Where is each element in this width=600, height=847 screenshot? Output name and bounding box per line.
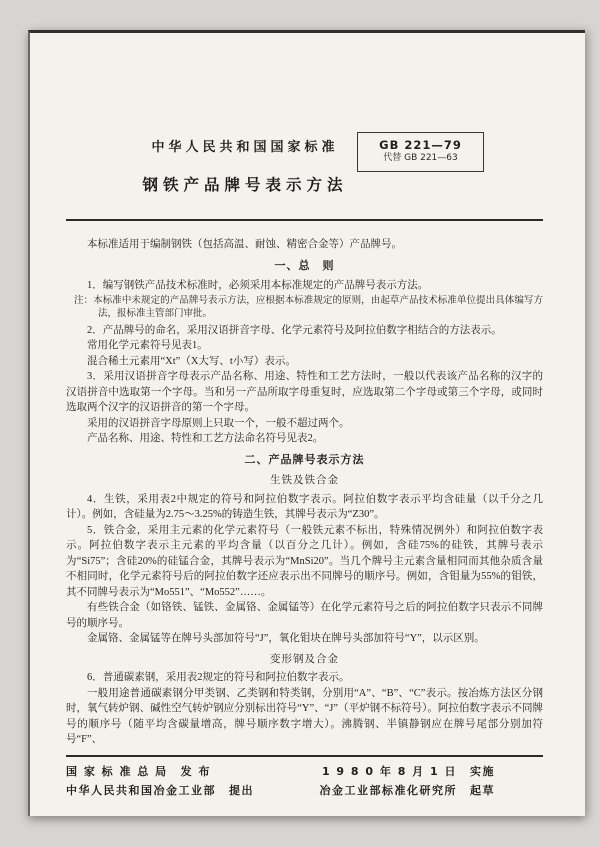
footer-proposing-group	[66, 783, 254, 799]
footer-implementation-group	[322, 764, 495, 780]
paragraph-1: 1．编写钢铁产品技术标准时，必须采用本标准规定的产品牌号表示方法。	[87, 280, 429, 291]
replaced-standard-code: 代替 GB 221—63	[383, 153, 458, 163]
drafting-org: 冶金工业部标准化研究所	[319, 784, 457, 797]
standard-code: GB 221—79	[379, 138, 462, 152]
paragraph-2: 2．产品牌号的命名，采用汉语拼音字母、化学元素符号及阿拉伯数字相结合的方法表示。	[87, 324, 502, 336]
footer-row-1	[66, 764, 495, 780]
document-footer	[66, 764, 543, 802]
header-divider-rule	[66, 219, 543, 221]
implementation-date: 1 9 8 0 年 8 月 1 日	[321, 765, 457, 778]
paragraph-5a: 有些铁合金（如铬铁、锰铁、金属铬、金属锰等）在化学元素符号之后的阿拉伯数字只表示不同牌号的顺序号。	[66, 602, 543, 629]
footer-row-2	[66, 783, 495, 799]
paragraph-6: 6．普通碳素钢，采用表2规定的符号和阿拉伯数字表示。	[87, 672, 350, 683]
scope-paragraph: 本标准适用于编制钢铁（包括高温、耐蚀、精密合金等）产品牌号。	[87, 239, 402, 250]
draft-label: 起草	[470, 784, 495, 797]
paragraph-2a: 常用化学元素符号见表1。	[87, 340, 208, 351]
section-heading-designation: 二、产品牌号表示方法	[244, 453, 365, 466]
document-body	[66, 237, 543, 748]
footer-divider-rule	[66, 755, 543, 757]
document-title: 钢铁产品牌号表示方法	[142, 176, 348, 194]
paragraph-4: 4．生铁，采用表2中规定的符号和阿拉伯数字表示。阿拉伯数字表示平均含硅量（以千分之几计）。例如，含硅量为2.75～3.25%的铸造生铁，其牌号表示为“Z30”。	[66, 493, 543, 520]
subsection-wrought-steel: 变形钢及合金	[270, 653, 339, 665]
standard-code-box	[357, 132, 484, 172]
paragraph-5: 5．铁合金，采用主元素的化学元素符号（一般铁元素不标出，特殊情况例外）和阿拉伯数字表示。阿拉伯数字表示主元素的平均含量（以百分之几计）。例如，含硅75%的硅铁，其牌号表示为“Si75”；含硅20%的硅锰合金，其牌号表示为“MnSi20”。当几个牌号主元素含量相同而其他杂质含量不相同时，化学元素符号后的阿拉伯数字还应表示出不同牌号的顺序号。例如，含钼量为55%的钼铁，其不同牌号表示为“Mo551”、“Mo552”……。	[66, 524, 543, 598]
paragraph-6a: 一般用途普通碳素钢分甲类钢、乙类钢和特类钢，分别用“A”、“B”、“C”表示。按冶炼方法区分钢时，氧气转炉钢、碱性空气转炉钢应分别标出符号“Y”、“J”（平炉钢不标符号）。阿拉伯数字表示不同牌号的顺序号（随平均含碳量增高，牌号顺序数字增大）。沸腾钢、半镇静钢应在牌号尾部分别加符号“F”、	[66, 687, 543, 745]
standard-org-title: 中华人民共和国国家标准	[151, 140, 339, 155]
paragraph-3a: 采用的汉语拼音字母原则上只取一个，一般不超过两个。	[87, 417, 350, 429]
note-paragraph: 注：本标准中未规定的产品牌号表示方法，应根据本标准规定的原则，由起草产品技术标准单位提出具体编写方法，报标准主管部门审批。	[74, 295, 543, 319]
subsection-pig-iron-ferroalloy: 生铁及铁合金	[270, 475, 339, 486]
footer-issuing-group	[66, 764, 211, 780]
paragraph-3b: 产品名称、用途、特性和工艺方法命名符号见表2。	[87, 433, 324, 444]
paragraph-2b: 混合稀土元素用“Xt”（X大写、t小写）表示。	[87, 355, 296, 367]
footer-drafting-group	[320, 783, 496, 799]
document-page	[28, 30, 585, 816]
issuing-org: 国 家 标 准 总 局	[66, 765, 168, 778]
paragraph-3: 3．采用汉语拼音字母表示产品名称、用途、特性和工艺方法时，一般以代表该产品名称的汉字的汉语拼音中选取第一个字母。当和另一产品所取字母重复时，应选取第二个字母或第三个字母，或同时选取两个汉字的汉语拼音的第一个字母。	[66, 371, 543, 413]
proposing-org: 中华人民共和国冶金工业部	[66, 784, 216, 797]
issue-label: 发 布	[180, 765, 211, 778]
propose-label: 提出	[229, 784, 254, 797]
paragraph-5b: 金属铬、金属锰等在牌号头部加符号“J”，氧化钼块在牌号头部加符号“Y”，以示区别。	[87, 633, 485, 644]
section-heading-general: 一、总 则	[274, 259, 335, 272]
implementation-label: 实施	[470, 765, 495, 778]
